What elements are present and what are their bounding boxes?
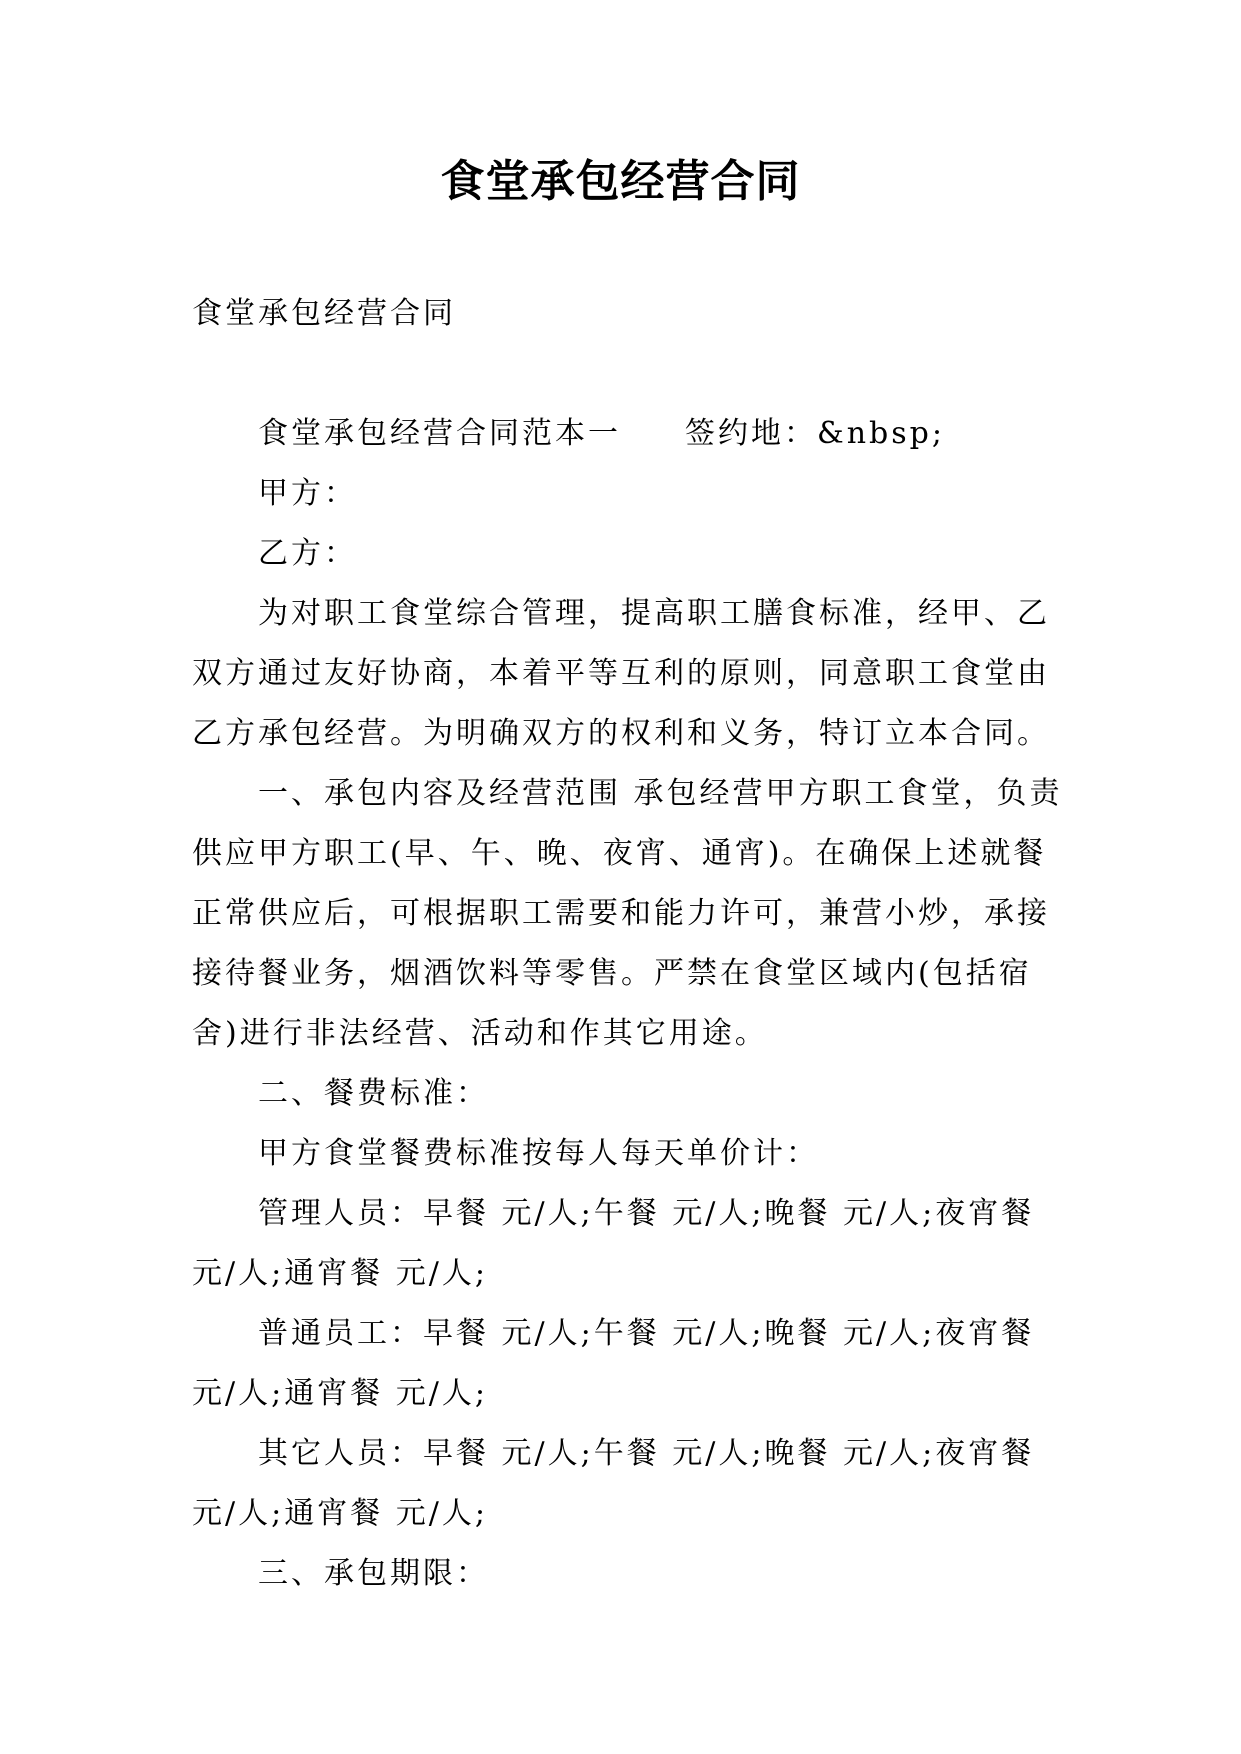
- meal-fee-intro: 甲方食堂餐费标准按每人每天单价计：: [258, 1136, 819, 1171]
- section-1-paragraph: 一、承包内容及经营范围 承包经营甲方职工食堂，负责供应甲方职工(早、午、晚、夜宵、通宵)。在确保上述就餐正常供应后，可根据职工需要和能力许可，兼营小炒，承接接待餐业务，烟酒饮料等零售。严禁在食堂区域内(包括宿舍)进行非法经营、活动和作其它用途。: [192, 776, 1063, 1051]
- document-subtitle: 食堂承包经营合同: [192, 296, 456, 331]
- party-a: 甲方：: [258, 476, 357, 511]
- signing-place: 签约地：&nbsp;: [685, 416, 945, 451]
- blank-line: [192, 344, 1072, 404]
- regular-staff-fees: 普通员工：早餐 元/人;午餐 元/人;晚餐 元/人;夜宵餐 元/人;通宵餐 元/人;: [192, 1316, 1035, 1411]
- section-2-heading: 二、餐费标准：: [258, 1076, 489, 1111]
- preamble-paragraph: 为对职工食堂综合管理，提高职工膳食标准，经甲、乙双方通过友好协商，本着平等互利的原则，同意职工食堂由乙方承包经营。为明确双方的权利和义务，特订立本合同。: [192, 596, 1050, 751]
- document-body: [192, 284, 1072, 1604]
- contract-template-line: [192, 404, 1072, 464]
- management-staff-fees: 管理人员：早餐 元/人;午餐 元/人;晚餐 元/人;夜宵餐 元/人;通宵餐 元/人;: [192, 1196, 1035, 1291]
- party-b: 乙方：: [258, 536, 357, 571]
- template-name: 食堂承包经营合同范本一: [258, 416, 621, 451]
- section-3-heading: 三、承包期限：: [258, 1556, 489, 1591]
- other-staff-fees: 其它人员：早餐 元/人;午餐 元/人;晚餐 元/人;夜宵餐 元/人;通宵餐 元/人;: [192, 1436, 1035, 1531]
- document-title: 食堂承包经营合同: [440, 156, 801, 207]
